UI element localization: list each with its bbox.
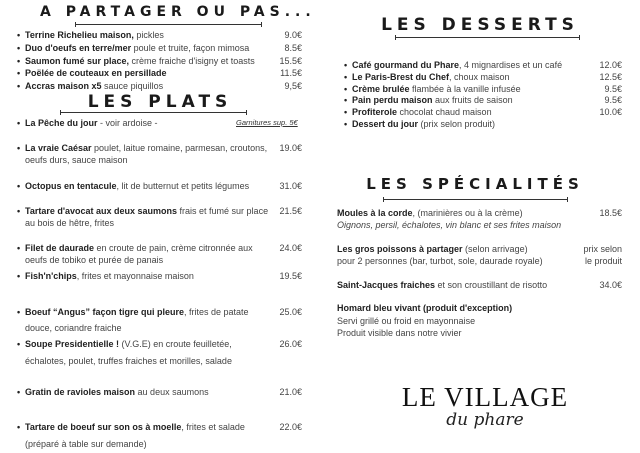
item-desc: (selon arrivage) [462, 244, 528, 254]
item-desc: poule et truite, façon mimosa [131, 43, 250, 53]
bullet-icon: • [344, 84, 348, 94]
item-price: 21.5€ [279, 206, 302, 216]
item-price: 21.0€ [279, 387, 302, 397]
item-name: Terrine Richelieu maison, [25, 30, 134, 40]
item-name: La vraie Caésar [25, 143, 92, 153]
specialite-saint-jacques [337, 279, 627, 291]
menu-item [17, 386, 302, 398]
dessert-item [344, 71, 622, 83]
item-price: 25.0€ [279, 307, 302, 317]
item-price: 34.0€ [599, 280, 622, 290]
item-desc: sauce piquillos [101, 81, 164, 91]
section-title-desserts: LES DESSERTS [381, 15, 579, 35]
item-price: 24.0€ [279, 243, 302, 253]
item-name: Pain perdu maison [352, 95, 433, 105]
bullet-icon: • [344, 95, 348, 105]
bullet-icon: • [17, 43, 21, 53]
bullet-icon: • [17, 387, 21, 397]
item-price: 9,5€ [284, 81, 302, 91]
item-desc-line2: pour 2 personnes (bar, turbot, sole, daurade royale) [337, 256, 543, 266]
bullet-icon: • [17, 56, 21, 66]
item-name: Accras maison x5 [25, 81, 102, 91]
bullet-icon: • [17, 206, 21, 216]
item-desc: , frites et mayonnaise maison [76, 271, 194, 281]
item-desc: au deux saumons [135, 387, 209, 397]
item-name: Crème brulée [352, 84, 410, 94]
item-price: 11.5€ [280, 68, 302, 78]
item-desc: , (marinières ou à la crème) [412, 208, 523, 218]
item-name: Filet de daurade [25, 243, 95, 253]
bullet-icon: • [17, 143, 21, 153]
item-price: 10.0€ [599, 107, 622, 117]
item-desc: - voir ardoise - [97, 118, 158, 128]
item-price-line2: le produit [584, 256, 622, 266]
item-desc: et son croustillant de risotto [435, 280, 548, 290]
bullet-icon: • [344, 119, 348, 129]
item-name: Duo d'oeufs en terre/mer [25, 43, 132, 53]
bullet-icon: • [17, 339, 21, 349]
menu-item [17, 419, 302, 453]
item-desc: , choux maison [449, 72, 510, 82]
menu-item [17, 336, 302, 370]
item-desc: frais et fumé sur place au bois de hêtre, frites [25, 206, 269, 228]
menu-item [17, 117, 302, 129]
item-price: 15.5€ [279, 56, 302, 66]
item-name: Les gros poissons à partager [337, 244, 463, 254]
section-title-plats: LES PLATS [87, 92, 233, 112]
item-price: 8.5€ [284, 43, 302, 53]
item-price: 9.5€ [604, 95, 622, 105]
item-name: Saint-Jacques fraiches [337, 280, 436, 290]
item-price: 19.5€ [279, 271, 302, 281]
item-price: 12.0€ [599, 60, 622, 70]
bullet-icon: • [17, 81, 21, 91]
item-desc: aux fruits de saison [432, 95, 513, 105]
bullet-icon: • [17, 181, 21, 191]
item-name: Le Paris-Brest du Chef [352, 72, 450, 82]
logo-sub: du phare [446, 410, 524, 430]
item-price: 31.0€ [279, 181, 302, 191]
bullet-icon: • [344, 60, 348, 70]
menu-item [17, 80, 302, 92]
item-desc-line3: Produit visible dans notre vivier [337, 328, 462, 338]
logo-main: LE VILLAGE [401, 382, 569, 412]
item-name: Moules à la corde [337, 208, 413, 218]
item-desc: poulet, laitue romaine, parmesan, croutons, oeufs durs, sauce maison [25, 143, 268, 165]
item-name: La Pêche du jour [25, 118, 98, 128]
menu-item [17, 29, 302, 41]
item-desc: (prix selon produit) [418, 119, 496, 129]
item-name: Gratin de ravioles maison [25, 387, 136, 397]
bullet-icon: • [17, 307, 21, 317]
menu-item [17, 142, 302, 166]
item-price: 12.5€ [599, 72, 622, 82]
bullet-icon: • [344, 107, 348, 117]
menu-item [17, 55, 302, 67]
specialite-moules [337, 207, 627, 231]
bullet-icon: • [17, 271, 21, 281]
bullet-icon: • [17, 243, 21, 253]
item-name: Tartare d'avocat aux deux saumons [25, 206, 178, 216]
menu-item [17, 42, 302, 54]
item-name: Boeuf “Angus” façon tigre qui pleure [25, 307, 185, 317]
item-name: Tartare de boeuf sur son os à moelle [25, 422, 182, 432]
item-desc: (V.G.E) en croute feuilletée, échalotes, poulet, truffes fraiches et morilles, salade [25, 339, 232, 366]
section-title-partager: A PARTAGER OU PAS... [40, 4, 316, 20]
item-desc: , lit de butternut et petits légumes [116, 181, 250, 191]
menu-item [17, 270, 302, 282]
divider [60, 112, 247, 113]
garnitures-note: Garnitures sup. 5€ [236, 118, 298, 127]
divider [395, 37, 580, 38]
item-price: 26.0€ [279, 339, 302, 349]
bullet-icon: • [17, 68, 21, 78]
section-title-specialites: LES SPÉCIALITÉS [366, 175, 584, 193]
item-desc: , frites de patate douce, coriandre fraiche [25, 307, 249, 333]
item-name: Poëlée de couteaux en persillade [25, 68, 167, 78]
specialite-homard [337, 302, 627, 340]
item-desc-line2: Servi grillé ou froid en mayonnaise [337, 315, 476, 326]
bullet-icon: • [344, 72, 348, 82]
menu-item [17, 180, 302, 192]
item-name: Soupe Presidentielle ! [25, 339, 120, 349]
menu-item [17, 304, 302, 336]
item-price: 18.5€ [599, 208, 622, 218]
item-name: Octopus en tentacule [25, 181, 117, 191]
item-desc: chocolat chaud maison [397, 107, 492, 117]
item-name: Café gourmand du Phare [352, 60, 460, 70]
item-price: 22.0€ [279, 422, 302, 432]
item-desc: crème fraiche d'isigny et toasts [129, 56, 255, 66]
item-name: Homard bleu vivant (produit d'exception) [337, 303, 513, 313]
dessert-item [344, 59, 622, 71]
item-name: Saumon fumé sur place, [25, 56, 130, 66]
logo [400, 380, 570, 440]
item-price: 19.0€ [279, 143, 302, 153]
divider [383, 199, 568, 200]
bullet-icon: • [17, 30, 21, 40]
menu-item [17, 242, 302, 266]
item-price: 9.5€ [604, 84, 622, 94]
item-desc: , frites et salade (préparé à table sur demande) [25, 422, 245, 449]
item-desc: en croute de pain, crème citronnée aux oeufs de tobiko et purée de panais [25, 243, 253, 265]
dessert-item [344, 106, 622, 118]
item-name: Dessert du jour [352, 119, 419, 129]
specialite-poissons [337, 243, 627, 267]
item-name: Fish'n'chips [25, 271, 77, 281]
divider [75, 24, 262, 25]
item-desc: pickles [133, 30, 164, 40]
item-price: prix selon [583, 244, 622, 254]
item-desc: , 4 mignardises et un café [459, 60, 563, 70]
dessert-item [344, 118, 622, 130]
item-name: Profiterole [352, 107, 398, 117]
menu-item [17, 205, 302, 229]
menu-item [17, 67, 302, 79]
dessert-item [344, 94, 622, 106]
bullet-icon: • [17, 118, 21, 128]
item-price: 9.0€ [284, 30, 302, 40]
bullet-icon: • [17, 422, 21, 432]
item-desc: flambée à la vanille infusée [409, 84, 521, 94]
item-desc-line2: Oignons, persil, échalotes, vin blanc et ses frites maison [337, 220, 562, 230]
